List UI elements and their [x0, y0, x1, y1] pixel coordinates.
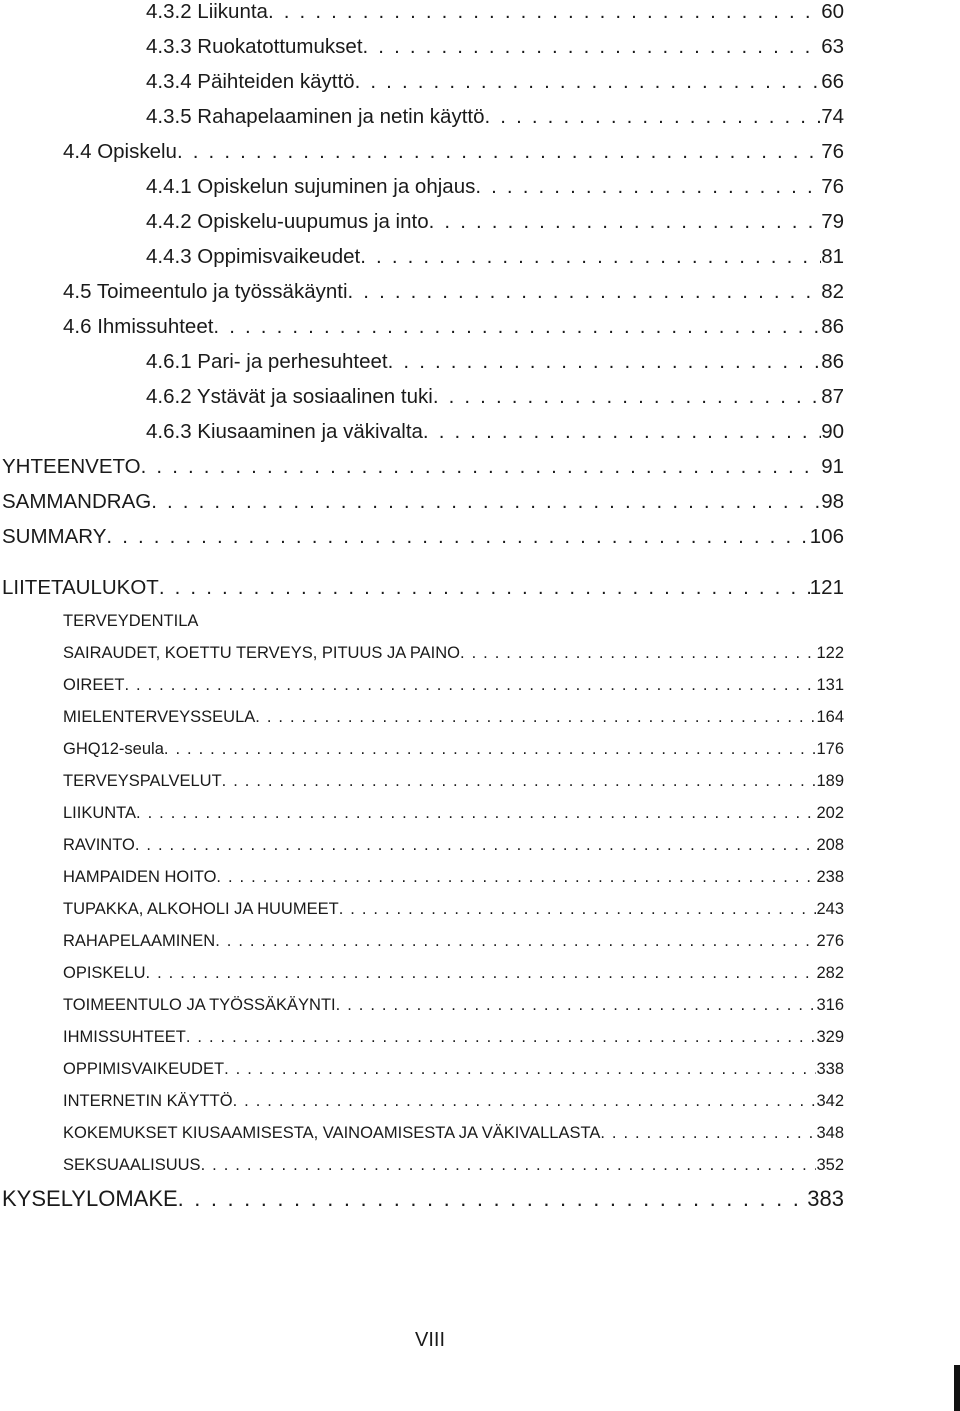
appendix-entry[interactable]: [63, 676, 844, 700]
dot-leader: [146, 964, 817, 983]
dot-leader: [215, 932, 816, 951]
toc-entry-title: SUMMARY: [2, 525, 107, 548]
toc-entry[interactable]: [146, 105, 844, 133]
dot-leader: [423, 420, 821, 444]
dot-leader: [159, 576, 810, 600]
dot-leader: [124, 676, 816, 695]
dot-leader: [164, 740, 817, 759]
toc-entry-page: 76: [821, 175, 844, 198]
toc-entry[interactable]: [146, 385, 844, 413]
dot-leader: [222, 772, 817, 791]
dot-leader: [429, 210, 822, 234]
dot-leader: [141, 455, 822, 479]
appendix-entry-title: SEKSUAALISUUS: [63, 1156, 201, 1174]
toc-entry-page: 91: [821, 455, 844, 478]
dot-leader: [355, 70, 822, 94]
toc-entry-page: 98: [821, 490, 844, 513]
appendix-entry-page: 316: [816, 996, 844, 1014]
appendix-entry-page: 202: [816, 804, 844, 822]
appendix-entry-page: 176: [816, 740, 844, 758]
toc-entry[interactable]: [146, 245, 844, 273]
toc-entry[interactable]: [2, 490, 844, 518]
toc-entry-page: 106: [809, 525, 844, 548]
appendix-entry-page: 243: [816, 900, 844, 918]
dot-leader: [233, 1092, 817, 1111]
toc-entry-page: 79: [821, 210, 844, 233]
toc-entry-title: 4.4.3 Oppimisvaikeudet: [146, 245, 361, 268]
toc-entry-title: 4.3.2 Liikunta: [146, 0, 268, 23]
toc-entry-title: 4.4.2 Opiskelu-uupumus ja into: [146, 210, 429, 233]
appendix-entry[interactable]: [63, 1028, 844, 1052]
dot-leader: [600, 1124, 816, 1143]
dot-leader: [216, 868, 816, 887]
appendix-entry[interactable]: [63, 900, 844, 924]
toc-entry-page: 86: [821, 315, 844, 338]
dot-leader: [151, 490, 821, 514]
appendix-entry[interactable]: [63, 836, 844, 860]
toc-entry[interactable]: [63, 315, 844, 343]
dot-leader: [388, 350, 822, 374]
dot-leader: [460, 644, 816, 663]
appendix-entry[interactable]: [63, 1124, 844, 1148]
appendix-entry[interactable]: [63, 804, 844, 828]
toc-entry-title: 4.6.1 Pari- ja perhesuhteet: [146, 350, 388, 373]
appendix-entry-title: TUPAKKA, ALKOHOLI JA HUUMEET: [63, 900, 339, 918]
appendix-entry-title: TERVEYSPALVELUT: [63, 772, 222, 790]
appendix-entry-title: OPISKELU: [63, 964, 146, 982]
toc-entry-page: 383: [807, 1186, 844, 1211]
toc-entry[interactable]: [146, 210, 844, 238]
toc-entry-page: 86: [821, 350, 844, 373]
appendix-entry[interactable]: [63, 708, 844, 732]
appendix-entry[interactable]: [63, 964, 844, 988]
appendix-entry-title: SAIRAUDET, KOETTU TERVEYS, PITUUS JA PAINO: [63, 644, 461, 662]
appendix-entry-page: 329: [816, 1028, 844, 1046]
edge-mark: [954, 1365, 960, 1411]
dot-leader: [213, 315, 821, 339]
toc-entry-page: 90: [821, 420, 844, 443]
toc-entry[interactable]: [146, 420, 844, 448]
appendix-entry-page: 348: [816, 1124, 844, 1142]
appendix-entry-page: 164: [816, 708, 844, 726]
toc-entry-page: 82: [821, 280, 844, 303]
appendix-entry-title: INTERNETIN KÄYTTÖ: [63, 1092, 233, 1110]
toc-entry-questionnaire[interactable]: [2, 1186, 844, 1214]
appendix-entry-title: KOKEMUKSET KIUSAAMISESTA, VAINOAMISESTA JA VÄKIVALLASTA: [63, 1124, 601, 1142]
toc-entry-page: 66: [821, 70, 844, 93]
appendix-entry-page: 122: [816, 644, 844, 662]
toc-entry[interactable]: [146, 350, 844, 378]
appendix-entry[interactable]: [63, 644, 844, 668]
toc-entry-page: 121: [809, 576, 844, 599]
appendix-section-heading: TERVEYDENTILA: [63, 612, 199, 630]
toc-entry-title: KYSELYLOMAKE: [2, 1186, 178, 1211]
dot-leader: [339, 900, 817, 919]
dot-leader: [336, 996, 817, 1015]
dot-leader: [201, 1156, 817, 1175]
appendix-entry-title: HAMPAIDEN HOITO: [63, 868, 217, 886]
toc-entry[interactable]: [2, 576, 844, 604]
dot-leader: [268, 0, 821, 24]
appendix-entry[interactable]: [63, 740, 844, 764]
appendix-entry-title: RAHAPELAAMINEN: [63, 932, 216, 950]
toc-entry-page: 76: [821, 140, 844, 163]
toc-entry[interactable]: [146, 70, 844, 98]
toc-entry-title: 4.5 Toimeentulo ja työssäkäynti: [63, 280, 348, 303]
toc-entry-page: 74: [821, 105, 844, 128]
appendix-entry-page: 342: [816, 1092, 844, 1110]
toc-entry-title: 4.4.1 Opiskelun sujuminen ja ohjaus: [146, 175, 476, 198]
dot-leader: [136, 804, 816, 823]
dot-leader: [484, 105, 821, 129]
appendix-entry-title: OPPIMISVAIKEUDET: [63, 1060, 225, 1078]
dot-leader: [363, 35, 822, 59]
toc-entry-title: 4.6.2 Ystävät ja sosiaalinen tuki: [146, 385, 433, 408]
toc-entry[interactable]: [146, 35, 844, 63]
appendix-entry[interactable]: [63, 868, 844, 892]
dot-leader: [433, 385, 821, 409]
dot-leader: [186, 1028, 817, 1047]
appendix-entry-title: OIREET: [63, 676, 125, 694]
dot-leader: [178, 1186, 808, 1212]
toc-entry[interactable]: [63, 140, 844, 168]
toc-entry-title: 4.6 Ihmissuhteet: [63, 315, 214, 338]
appendix-entry-page: 352: [816, 1156, 844, 1174]
toc-entry[interactable]: [146, 0, 844, 28]
appendix-entry[interactable]: [63, 1060, 844, 1084]
appendix-entry-title: TOIMEENTULO JA TYÖSSÄKÄYNTI: [63, 996, 336, 1014]
appendix-entry-title: LIIKUNTA: [63, 804, 137, 822]
toc-entry-title: 4.3.5 Rahapelaaminen ja netin käyttö: [146, 105, 485, 128]
appendix-entry-title: IHMISSUHTEET: [63, 1028, 186, 1046]
toc-entry-page: 87: [821, 385, 844, 408]
appendix-entry-page: 208: [816, 836, 844, 854]
dot-leader: [360, 245, 821, 269]
toc-entry-title: LIITETAULUKOT: [2, 576, 159, 599]
dot-leader: [224, 1060, 816, 1079]
toc-entry[interactable]: [146, 175, 844, 203]
dot-leader: [106, 525, 809, 549]
appendix-entry-page: 276: [816, 932, 844, 950]
appendix-entry-title: RAVINTO: [63, 836, 135, 854]
appendix-entry-page: 189: [816, 772, 844, 790]
toc-entry[interactable]: [2, 455, 844, 483]
appendix-entry[interactable]: [63, 996, 844, 1020]
appendix-entry-title: GHQ12-seula: [63, 740, 164, 758]
dot-leader: [255, 708, 816, 727]
toc-entry-title: 4.4 Opiskelu: [63, 140, 177, 163]
toc-entry-page: 63: [821, 35, 844, 58]
appendix-entry[interactable]: [63, 772, 844, 796]
page-number: VIII: [414, 1329, 445, 1351]
appendix-entry-page: 238: [816, 868, 844, 886]
dot-leader: [135, 836, 817, 855]
appendix-entry[interactable]: [63, 932, 844, 956]
toc-entry-page: 81: [821, 245, 844, 268]
toc-entry-page: 60: [821, 0, 844, 23]
toc-entry[interactable]: [63, 280, 844, 308]
appendix-entry[interactable]: [63, 1156, 844, 1180]
dot-leader: [177, 140, 821, 164]
dot-leader: [348, 280, 822, 304]
toc-entry[interactable]: [2, 525, 844, 553]
appendix-entry-page: 282: [816, 964, 844, 982]
toc-entry-title: 4.6.3 Kiusaaminen ja väkivalta: [146, 420, 423, 443]
appendix-entry-title: MIELENTERVEYSSEULA: [63, 708, 256, 726]
appendix-entry[interactable]: [63, 1092, 844, 1116]
dot-leader: [475, 175, 821, 199]
appendix-entry-page: 338: [816, 1060, 844, 1078]
toc-entry-title: 4.3.3 Ruokatottumukset: [146, 35, 363, 58]
appendix-entry-page: 131: [816, 676, 844, 694]
toc-entry-title: SAMMANDRAG: [2, 490, 152, 513]
toc-entry-title: YHTEENVETO: [2, 455, 141, 478]
toc-entry-title: 4.3.4 Päihteiden käyttö: [146, 70, 355, 93]
